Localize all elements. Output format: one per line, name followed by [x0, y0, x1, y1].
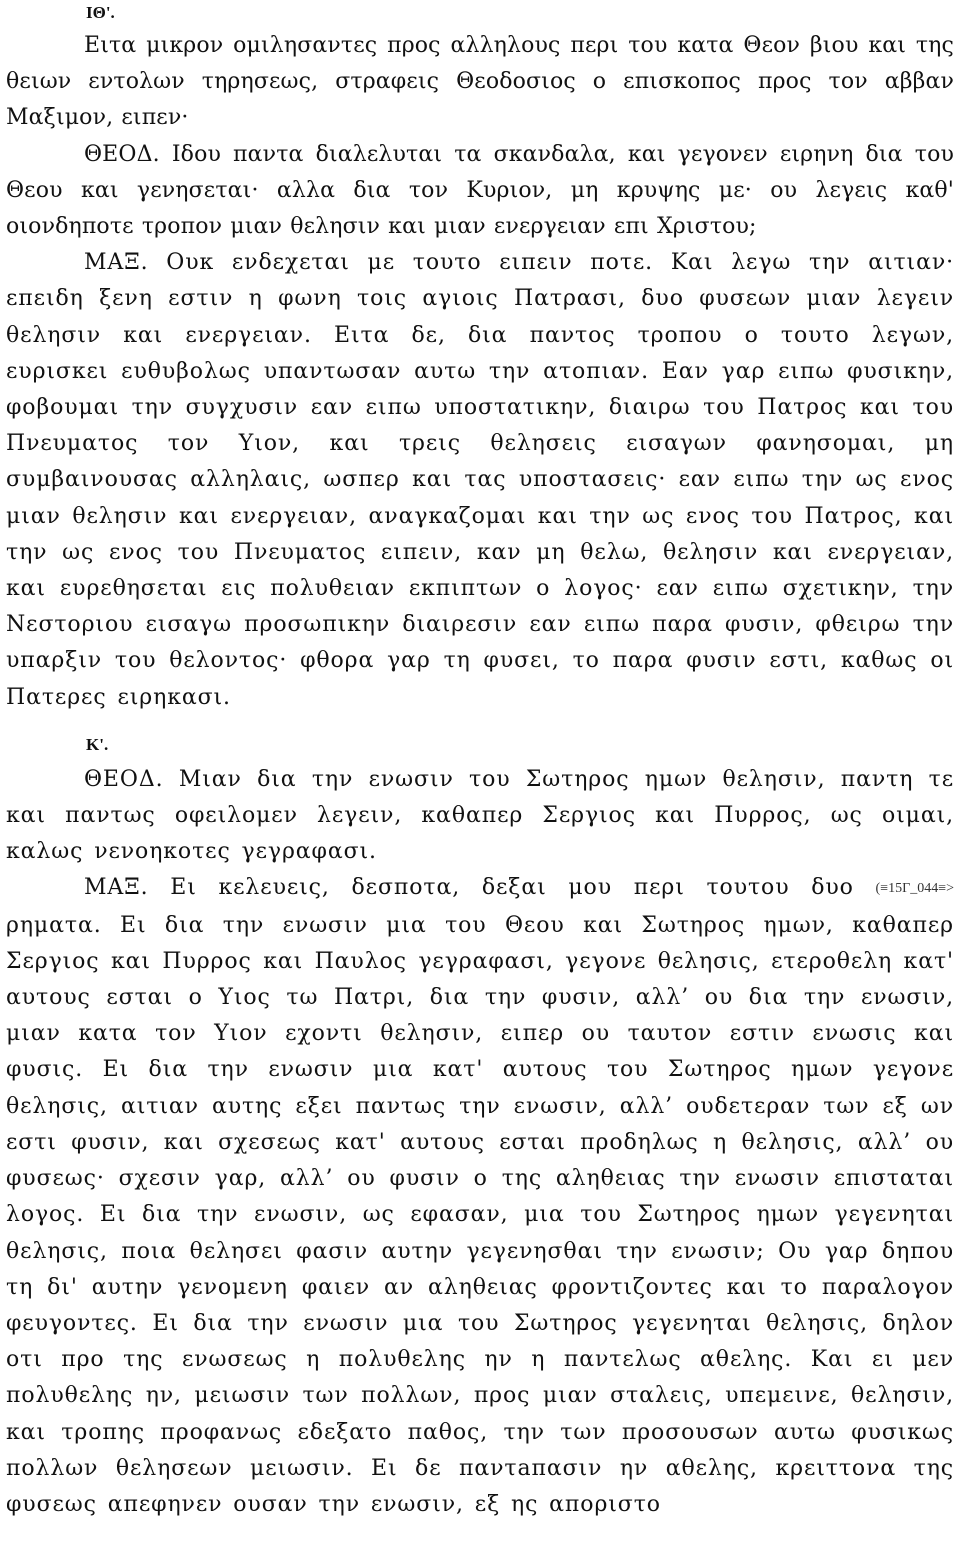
paragraph-theodosius [6, 137, 954, 246]
speaker-label: ΘΕΟΔ. [84, 141, 160, 167]
paragraph-text: ρηματα. Ει δια την ενωσιν μια του Θεου και Σωτηρος ημων, καθαπερ Σεργιος και Πυρρος και Παυλος γεγραφασι, γεγονε θελησις, ετεροθελη κατ' αυτους εσται ο Υιος τω Πατρι, δια την φυσιν, αλλ’ ου δια την ενωσιν, μιαν κατα τον Υιον εχοντι θελησιν, ειπερ ου ταυτον εστιν ενωσις και φυσις. Ει δια την ενωσιν μια κατ' αυτους του Σωτηρος ημων γεγονε θελησις, αιτιαν αυτης εξει παντως την ενωσιν, αλλ’ ουδετεραν των εξ ων εστι φυσιν, και σχεσεως κατ' αυτους εσται προδηλως η θελησις, αλλ’ ου φυσεως· σχεσιν γαρ, αλλ’ ου φυσιν ο της αληθειας την ενωσιν επισταται λογος. Ει δια την ενωσιν, ως εφασαν, μια του Σωτηρος ημων γεγενηται θελησις, ποια θελησει φασιν αυτην γεγενησθαι την ενωσιν; Ου γαρ δηπου τη δι' αυτην γενομενη φαιεν αν αληθειας φροντιζοντες και το παραλογον φευγοντες. Ει δια την ενωσιν μια του Σωτηρος γεγενηται θελησις, δηλον οτι προ της ενωσεως η πολυθελης ην η παντελως αθελης. Και ει μεν πολυθελης ην, μειωσιν των πολλων, προς μιαν σταλεις, υπεμεινε, θελησιν, και τροπης προφανως εδεξατο παθος, την των προσουσων αυτω φυσικως πολλων θελησεων μειωσιν. Ει δε παντaπασιν ην αθελης, κρειττονα της φυσεως απεφηνεν ουσαν την ενωσιν, εξ ης αποριστο [6, 912, 954, 1517]
paragraph-maximus [6, 870, 954, 1523]
document-page [6, 0, 954, 1523]
speaker-label: ΘΕΟΔ. [84, 766, 164, 792]
section-marker: ΙΘ'. [86, 3, 115, 22]
paragraph-text: Ιδου παντα διαλελυται τα σκανδαλα, και γεγονεν ειρηνη δια του Θεου και γενησεται· αλλα δια τον Κυριον, μη κρυψης με· ου λεγεις καθ' οιονδηποτε τροπον μιαν θελησιν και μιαν ενεργειαν επι Χριστου; [6, 141, 954, 240]
page-reference-link[interactable]: (≡15Γ_044≡> [875, 881, 954, 897]
section-marker: Κ'. [86, 734, 109, 754]
paragraph-narration [6, 28, 954, 137]
speaker-label: ΜΑΞ. [84, 875, 149, 901]
speaker-label: ΜΑΞ. [84, 250, 149, 276]
paragraph-theodosius [6, 762, 954, 871]
paragraph-text: Μιαν δια την ενωσιν του Σωτηρος ημων θελησιν, παντη τε και παντως οφειλομεν λεγειν, καθαπερ Σεργιος και Πυρρος, ως οιμαι, καλως νενοηκοτες γεγραφασι. [6, 766, 954, 865]
paragraph-text: Ει κελευεις, δεσποτα, δεξαι μου περι τουτου δυο [148, 875, 876, 901]
paragraph-text: Ουκ ενδεχεται με τουτο ειπειν ποτε. Και λεγω την αιτιαν· επειδη ξενη εστιν η φωνη τοις αγιοις Πατρασι, δυο φυσεων μιαν λεγειν θελησιν και ενεργειαν. Ειτα δε, δια παντος τροπου ο τουτο λεγων, ευρισκει ευθυβολως υπαντωσαν αυτω την ατοπιαν. Εαν γαρ ειπω φυσικην, φοβουμαι την συγχυσιν εαν ειπω υποστατικην, διαιρω του Πατρος και του Πνευματος τον Υιον, και τρεις θελησεις εισαγων φανησομαι, μη συμβαινουσας αλληλαις, ωσπερ και τας υποστασεις· εαν ειπω την ως ενος μιαν θελησιν και ενεργειαν, αναγκαζομαι και την ως ενος του Πατρος, και την ως ενος του Πνευματος ειπειν, καν μη θελω, θελησιν και ενεργειαν, και ευρεθησεται εις πολυθειαν εκπιπτων ο λογος· εαν ειπω σχετικην, την Νεστοριου εισαγω προσωπικην διαιρεσιν εαν ειπω παρα φυσιν, φθειρω την υπαρξιν του θελοντος· φθορα γαρ τη φυσει, το παρα φυσιν εστι, καθως οι Πατερες ειρηκασι. [6, 250, 954, 710]
paragraph-maximus [6, 245, 954, 716]
paragraph-text: Ειτα μικρον ομιλησαντες προς αλληλους περι του κατα Θεον βιου και της θειων εντολων τηρησεως, στραφεις Θεοδοσιος ο επισκοπος προς τον αββαν Μαξιμον, ειπεν· [6, 33, 954, 131]
